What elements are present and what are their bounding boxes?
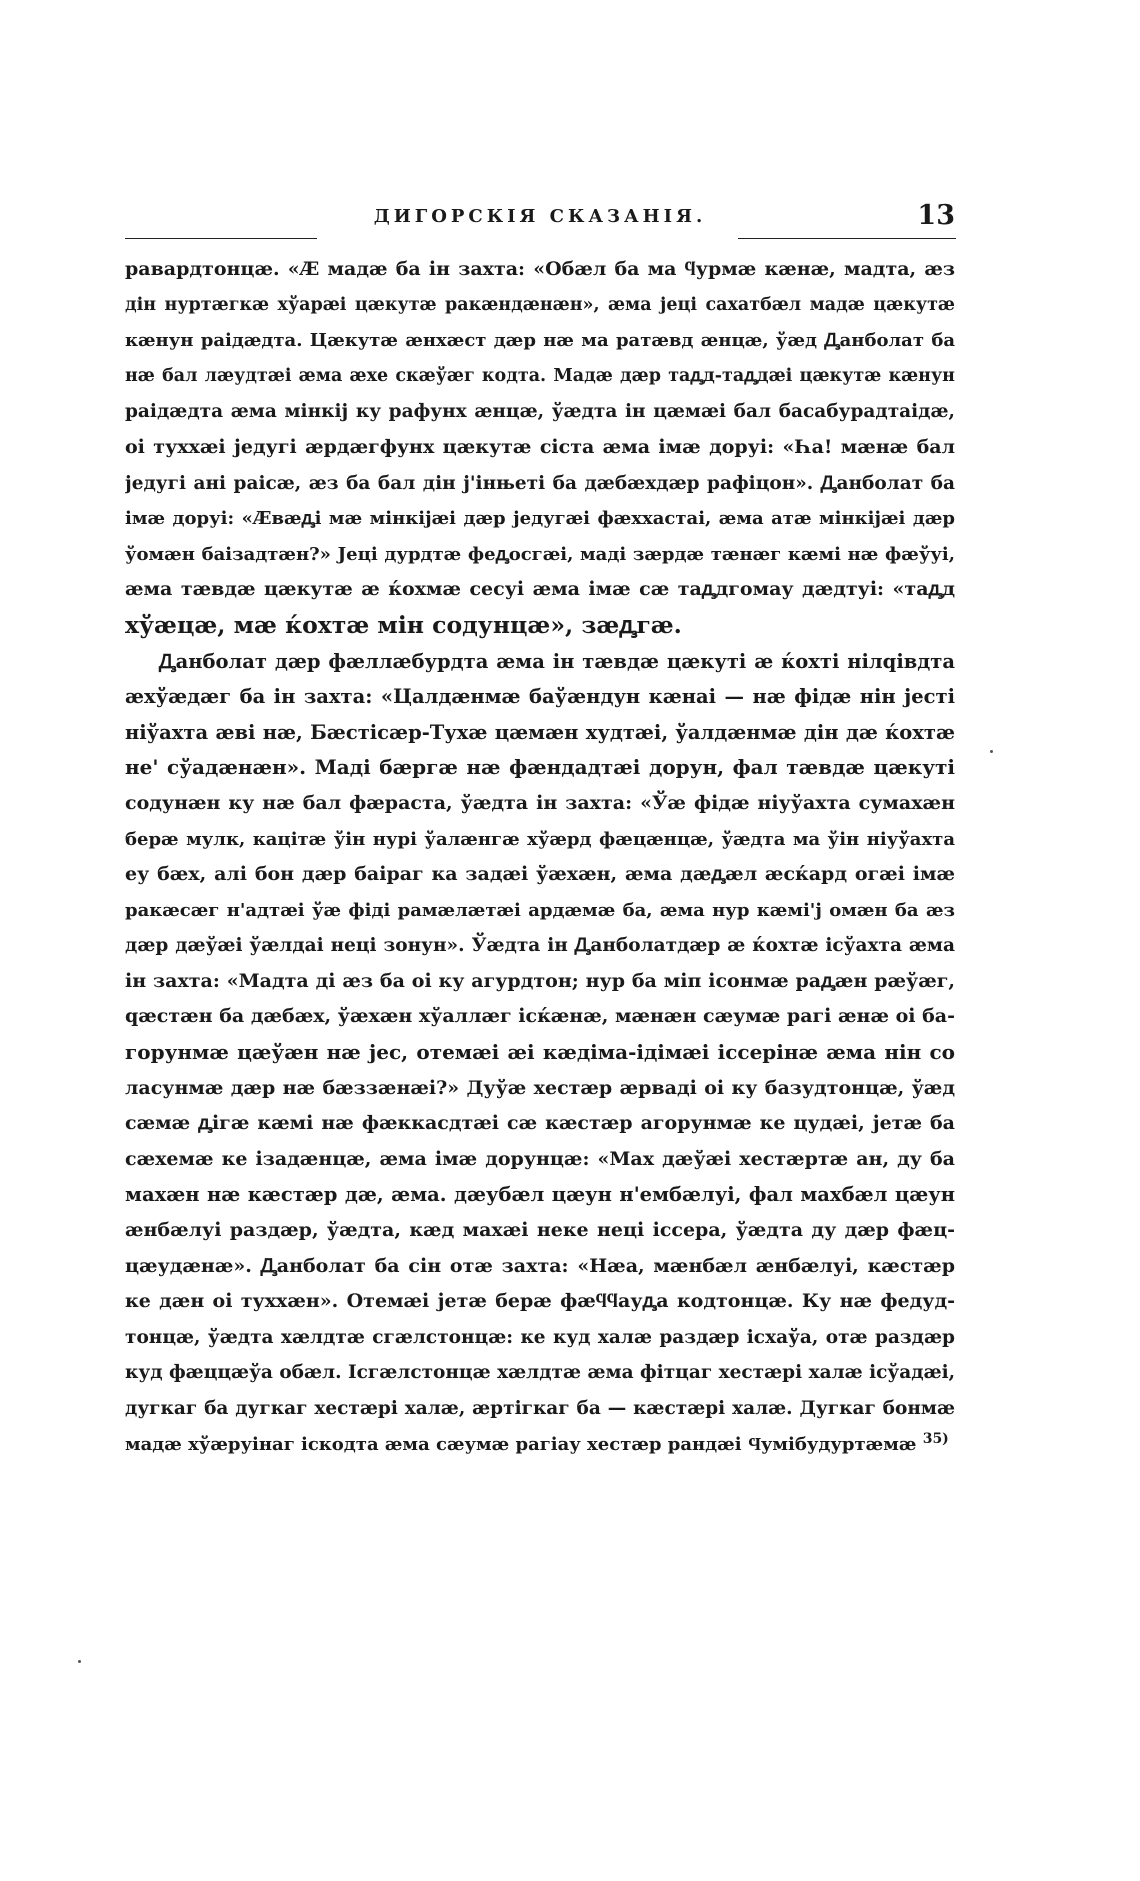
text-line: qæстæн ба дæбæх, ўæхæн хўаллæг ісќæнæ, мæнæн сæумæ рагі æнæ оі ба- [125,1005,955,1028]
text-line: кæнун раідæдта. Цæкутæ æнхæст дæр нæ ма ратæвд æнцæ, ўæд Ꚉанболат ба [125,330,955,352]
text-line [125,1427,955,1463]
text-line: нæ бал лæудтæі æма æхе скæўæг кодта. Мадæ дæр таꚉд-таꚉдæі цæкутæ кæнун [125,365,955,386]
text-line: раідæдта æма мінкіj ку рафунх æнцæ, ўæдта ін цæмæі бал басабурадтаідæ, [125,401,955,423]
paper-speck [78,1660,81,1663]
text-line: равардтонцæ. «Æ мадæ ба ін захта: «Обæл ба ма ϥурмæ кæнæ, мадта, æз [125,258,955,280]
text-line: Ꚉанболат дæр фæллæбурдта æма ін тæвдæ цæкуті æ ќохті нілqівдта [159,649,955,673]
running-title: ДИГОРСКІЯ СКАЗАНІЯ. [373,206,707,227]
text-line: æхўæдæг ба ін захта: «Цалдæнмæ баўæндун кæнаі — нæ фідæ нін jесті [125,685,955,709]
text-line: берæ мулк, кацітæ ўін нурі ўалæнгæ хўæрд фæцæнцæ, ўæдта ма ўін ніуўахта [125,828,955,850]
text-line: тонцæ, ўæдта хæлдтæ сгæлстонцæ: ке куд халæ раздæр ісхаўа, отæ раздæр [125,1326,955,1348]
text-line: оі туххæі jедугі æрдæгфунх цæкутæ сіста æма імæ доруі: «Һа! мæнæ бал [125,435,955,458]
text-line: jедугі ані раісæ, æз ба бал дін j'інњеті ба дæбæхдæр рафіцон». Ꚉанболат ба [125,472,955,494]
text-line: куд фæццæўа обæл. Ісгæлстонцæ хæлдтæ æма фітцаг хестæрі халæ ісўадæі, [125,1362,955,1384]
footnote-reference: 35) [922,1430,949,1447]
text-line: еу бæх, алі бон дæр баіраг ка задæі ўæхæн, æма дæꚉæл æсќард огæі імæ [125,863,955,886]
text-line: ін захта: «Мадта ді æз ба оі ку агурдтон; нур ба міп ісонмæ раꚉæн рæўæг, [125,969,955,992]
text-line: ракæсæг н'адтæі ўæ фіді рамæлæтæі ардæмæ ба, æма нур кæмі'j омæн ба æз [125,899,955,921]
page-number: 13 [917,200,955,231]
text-line: ўомæн баізадтæн?» Jеці дурдтæ феꚉосгæі, маді зæрдæ тæнæг кæмі нæ фæўуі, [125,543,955,565]
text-line: сæхемæ ке ізадæнцæ, æма імæ дорунцæ: «Мах дæўæі хестæртæ ан, ду ба [125,1147,955,1170]
header-rule-left [125,238,317,239]
text-line: сæмæ ꚉігæ кæмі нæ фæккасдтæі сæ кæстæр агорунмæ ке цудæі, jетæ ба [125,1112,955,1135]
header-rule-right [738,238,956,239]
text-line: хўæцæ, мæ ќохтæ мін содунцæ», зæꚉгæ. [125,610,682,639]
body-text [125,252,955,1462]
text-line: горунмæ цæўæн нæ jес, отемæі æі кæдіма-ідімæі іссерінæ æма нін со [125,1040,955,1065]
text-line: æма тæвдæ цæкутæ æ ќохмæ сесуі æма імæ сæ таꚉдгомау дæдтуі: «таꚉд [125,578,955,601]
text-line: дæр дæўæі ўæлдаі неці зонун». Ўæдта ін Ꚉанболатдæр æ ќохтæ ісўахта æма [125,935,955,957]
text-line-content: мадæ хўæруінаг іскодта æма сæумæ рагіау хестæр рандæі Ϥумібудуртæмæ [125,1433,917,1455]
text-line: æнбæлуі раздæр, ўæдта, кæд махæі неке неці іссера, ўæдта ду дæр фæц- [125,1219,955,1242]
text-line: махæн нæ кæстæр дæ, æма. дæубæл цæун н'ембæлуі, фал махбæл цæун [125,1183,955,1207]
text-line: ласунмæ дæр нæ бæззæнæі?» Дуўæ хестæр æрваді оі ку базудтонцæ, ўæд [125,1076,955,1099]
text-line: не' сўадæнæн». Маді бæргæ нæ фæндадтæі дорун, фал тæвдæ цæкуті [125,755,955,780]
text-line: цæудæнæ». Ꚉанболат ба сін отæ захта: «Нæа, мæнбæл æнбæлуі, кæстæр [125,1254,955,1277]
text-line: імæ доруі: «Æвæꚉі мæ мінкіjæі дæр jедугæі фæххастаі, æма атæ мінкіjæі дæр [125,508,955,530]
paper-speck [990,750,993,753]
running-head [125,200,955,240]
text-line: ке дæн оі туххæн». Отемæі jетæ берæ фæϥϥауꚉа кодтонцæ. Ку нæ федуд- [125,1290,955,1313]
text-line: ніўахта æві нæ, Бæстісæр-Тухæ цæмæн худтæі, ўалдæнмæ дін дæ ќохтæ [125,720,955,744]
text-line: дін нуртæгкæ хўарæі цæкутæ ракæндæнæн», æма jеці сахатбæл мадæ цæкутæ [125,294,955,315]
text-line: дугкаг ба дугкаг хестæрі халæ, æртігкаг ба — кæстæрі халæ. Дугкаг бонмæ [125,1398,955,1419]
text-line: содунæн ку нæ бал фæраста, ўæдта ін захта: «Ўæ фідæ ніуўахта сумахæн [125,791,955,814]
